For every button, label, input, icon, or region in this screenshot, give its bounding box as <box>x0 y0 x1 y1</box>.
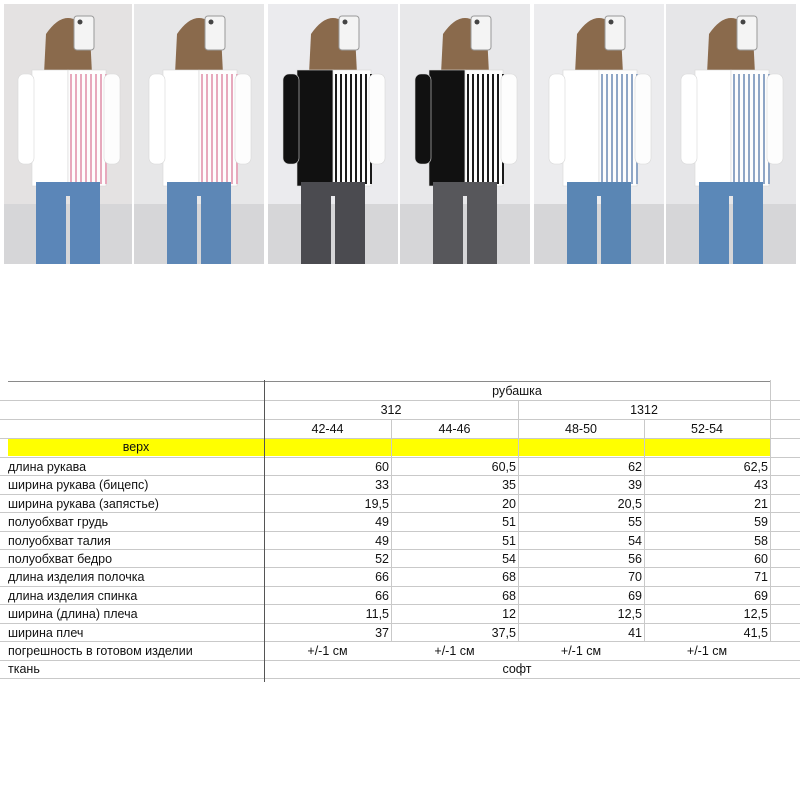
grid-line <box>0 678 800 679</box>
measurement-row <box>0 532 800 550</box>
measurement-value: 62,5 <box>743 460 768 474</box>
measurement-row <box>0 476 800 494</box>
size-chart-table <box>0 380 800 685</box>
measurement-value: 33 <box>375 478 389 493</box>
product-photo <box>134 4 264 264</box>
grid-line <box>0 531 800 532</box>
measurement-label: полуобхват бедро <box>8 552 113 566</box>
measurement-value: 70 <box>628 570 642 585</box>
measurement-value: 66 <box>375 588 389 603</box>
measurement-value: 20 <box>502 496 516 511</box>
group-1312: 1312 <box>630 403 658 417</box>
section-row <box>0 438 800 456</box>
grid-line <box>0 494 800 495</box>
product-photo <box>268 4 398 264</box>
measurement-label: ширина (длина) плеча <box>8 607 138 622</box>
measurement-value: 68 <box>502 588 516 603</box>
grid-line <box>0 512 800 513</box>
measurement-row <box>0 568 800 586</box>
measurement-value: 69 <box>628 588 642 603</box>
measurement-label: длина изделия спинка <box>8 588 138 603</box>
measurement-value: 60 <box>375 460 389 474</box>
measurement-label: длина рукава <box>8 460 87 474</box>
grid-line <box>0 660 800 661</box>
grid-line <box>0 457 800 458</box>
grid-line <box>8 381 770 382</box>
section-highlight <box>265 438 391 456</box>
measurement-label: полуобхват грудь <box>8 515 109 530</box>
measurement-row <box>0 495 800 513</box>
product-photo <box>666 4 796 264</box>
measurement-value: 51 <box>502 515 516 530</box>
grid-line <box>0 419 800 420</box>
group-312: 312 <box>380 403 402 417</box>
grid-line <box>0 586 800 587</box>
grid-line <box>391 419 392 642</box>
product-photo <box>400 4 530 264</box>
section-highlight <box>392 438 518 456</box>
grid-line <box>0 475 800 476</box>
product-header-row <box>0 382 800 400</box>
grid-line <box>0 567 800 568</box>
measurement-value: 51 <box>502 533 516 548</box>
measurement-value: 69 <box>754 588 768 603</box>
size-col-4: 52-54 <box>691 422 723 436</box>
fabric-label: ткань <box>8 662 40 676</box>
measurement-label: ширина плеч <box>8 625 84 640</box>
measurement-value: 55 <box>628 515 642 530</box>
section-highlight <box>645 438 770 456</box>
measurement-row <box>0 605 800 623</box>
measurement-value: 37 <box>375 625 389 640</box>
measurement-value: 12,5 <box>617 607 642 622</box>
product-photo <box>4 4 132 264</box>
grid-line <box>0 641 800 642</box>
grid-line <box>0 623 800 624</box>
size-header-row <box>0 420 800 438</box>
product-name: рубашка <box>492 384 542 398</box>
grid-line <box>770 380 771 642</box>
measurement-row <box>0 550 800 568</box>
measurement-value: 12 <box>502 607 516 622</box>
tolerance-value: +/-1 см <box>686 644 728 658</box>
measurement-value: 35 <box>502 478 516 493</box>
tolerance-label: погрешность в готовом изделии <box>8 644 193 658</box>
measurement-value: 49 <box>375 515 389 530</box>
measurement-value: 11,5 <box>365 607 389 622</box>
section-label: верх <box>122 440 150 454</box>
grid-line <box>264 380 265 682</box>
measurement-row <box>0 513 800 531</box>
fabric-row <box>0 660 800 678</box>
measurement-value: 58 <box>754 533 768 548</box>
grid-line <box>0 438 800 439</box>
measurement-label: полуобхват талия <box>8 533 111 548</box>
measurement-value: 54 <box>628 533 642 548</box>
size-col-3: 48-50 <box>565 422 597 436</box>
measurement-value: 62 <box>628 460 642 474</box>
tolerance-value: +/-1 см <box>560 644 602 658</box>
fabric-value: софт <box>502 662 532 676</box>
product-photo <box>534 4 664 264</box>
measurement-value: 52 <box>375 552 389 566</box>
measurement-value: 21 <box>754 496 768 511</box>
measurement-value: 41 <box>628 625 642 640</box>
grid-line <box>0 604 800 605</box>
measurement-row <box>0 587 800 605</box>
size-col-2: 44-46 <box>438 422 471 436</box>
section-highlight <box>519 438 644 456</box>
measurement-value: 66 <box>375 570 389 585</box>
tolerance-row <box>0 642 800 660</box>
grid-line <box>644 419 645 642</box>
measurement-value: 19,5 <box>364 496 389 511</box>
group-header-row <box>0 401 800 419</box>
measurement-row <box>0 458 800 476</box>
measurement-value: 60 <box>754 552 768 566</box>
measurement-value: 49 <box>375 533 389 548</box>
product-photo-strip <box>0 0 800 270</box>
tolerance-value: +/-1 см <box>434 644 475 658</box>
measurement-label: длина изделия полочка <box>8 570 145 585</box>
size-col-1: 42-44 <box>311 422 344 436</box>
measurement-value: 43 <box>754 478 768 493</box>
measurement-value: 39 <box>628 478 642 493</box>
measurement-value: 12,5 <box>743 607 768 622</box>
measurement-value: 59 <box>754 515 768 530</box>
measurement-label: ширина рукава (бицепс) <box>8 478 149 493</box>
measurement-value: 20,5 <box>617 496 642 511</box>
measurement-value: 54 <box>502 552 516 566</box>
measurement-value: 56 <box>628 552 642 566</box>
tolerance-value: +/-1 см <box>307 644 348 658</box>
grid-line <box>0 400 800 401</box>
measurement-value: 37,5 <box>491 625 516 640</box>
measurement-row <box>0 624 800 642</box>
measurement-label: ширина рукава (запястье) <box>8 496 159 511</box>
grid-line <box>0 549 800 550</box>
grid-line <box>518 400 519 642</box>
measurement-value: 41,5 <box>743 625 768 640</box>
measurement-value: 71 <box>754 570 768 585</box>
measurement-value: 60,5 <box>491 460 516 474</box>
measurement-value: 68 <box>502 570 516 585</box>
